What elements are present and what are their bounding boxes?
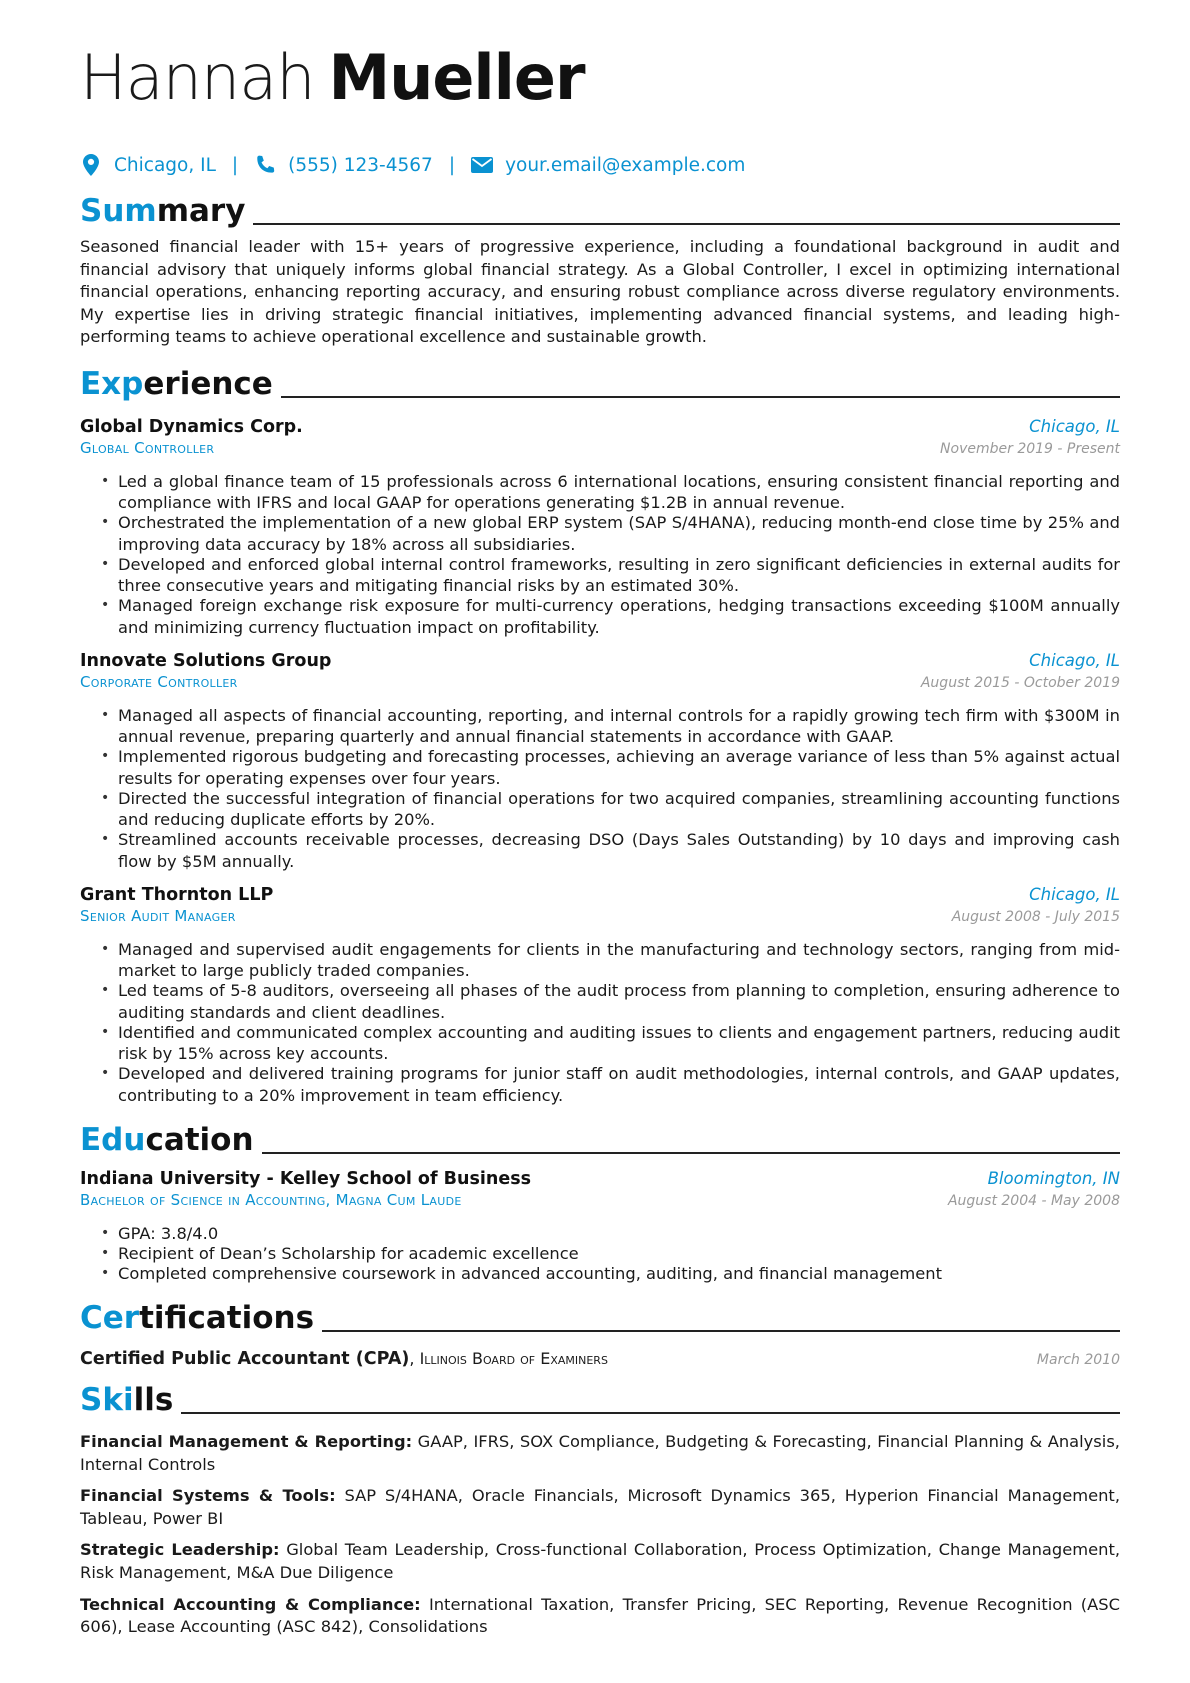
bullet-item: • GPA: 3.8/4.0 xyxy=(80,1223,1120,1245)
job-dates: August 2008 - July 2015 xyxy=(951,908,1120,925)
envelope-icon xyxy=(471,154,493,176)
degree: Bachelor of Science in Accounting, Magna Cum Laude xyxy=(80,1190,462,1209)
job-location: Chicago, IL xyxy=(1029,416,1120,436)
job-dates: November 2019 - Present xyxy=(940,440,1120,457)
last-name: Mueller xyxy=(328,41,585,114)
map-pin-icon xyxy=(80,154,102,176)
skill-category: Financial Systems & Tools: xyxy=(80,1486,336,1506)
skill-category: Strategic Leadership: xyxy=(80,1540,280,1560)
bullet-item: • Directed the successful integration of financial operations for two acquired companies, streamlining accounting functions and reducing duplicate efforts by 20%. xyxy=(80,788,1120,831)
certifications-section-header xyxy=(80,1297,1120,1337)
summary-title-accent: Sum xyxy=(80,193,157,229)
job-bullets xyxy=(80,939,1120,1107)
job-entry xyxy=(80,651,1120,873)
job-bullets xyxy=(80,471,1120,639)
contact-email[interactable] xyxy=(471,154,745,176)
experience-title-accent: Exp xyxy=(80,365,144,402)
education-dates: August 2004 - May 2008 xyxy=(947,1192,1120,1209)
bullet-item: • Identified and communicated complex accounting and auditing issues to clients and engagement partners, reducing audit risk by 15% across key accounts. xyxy=(80,1022,1120,1065)
skill-values: Global Team Leadership, Cross-functional Collaboration, Process Optimization, Change Management, Risk Management, M&A Due Diligence xyxy=(80,1540,1120,1582)
skill-values: SAP S/4HANA, Oracle Financials, Microsoft Dynamics 365, Hyperion Financial Management, Tableau, Power BI xyxy=(80,1486,1120,1528)
skill-category: Technical Accounting & Compliance: xyxy=(80,1594,421,1614)
section-divider xyxy=(262,1152,1120,1154)
skills-title-rest: lls xyxy=(133,1381,174,1418)
certifications-title-accent: Cer xyxy=(80,1299,140,1336)
bullet-item: • Managed all aspects of financial accounting, reporting, and internal controls for a rapidly growing tech firm with $300M in annual revenue, preparing quarterly and annual financial statements in accordance with GAAP. xyxy=(80,705,1120,748)
experience-title-rest: erience xyxy=(143,365,273,402)
location-text: Chicago, IL xyxy=(114,154,216,176)
skills-title xyxy=(80,1381,173,1419)
bullet-item: • Led teams of 5-8 auditors, overseeing all phases of the audit process from planning to completion, ensuring adherence to auditing standards and client deadlines. xyxy=(80,980,1120,1023)
job-company: Global Dynamics Corp. xyxy=(80,416,303,437)
bullet-item: • Managed foreign exchange risk exposure for multi-currency operations, hedging transactions exceeding $100M annually and minimizing currency fluctuation impact on profitability. xyxy=(80,595,1120,638)
bullet-item: • Orchestrated the implementation of a new global ERP system (SAP S/4HANA), reducing month-end close time by 25% and improving data accuracy by 18% across all subsidiaries. xyxy=(80,512,1120,555)
skill-values: International Taxation, Transfer Pricing, SEC Reporting, Revenue Recognition (ASC 606), Lease Accounting (ASC 842), Consolidations xyxy=(80,1594,1120,1637)
bullet-item: • Implemented rigorous budgeting and forecasting processes, achieving an average variance of less than 5% against actual results for operating expenses over four years. xyxy=(80,746,1120,789)
education-title-accent: Edu xyxy=(80,1121,146,1158)
phone-text[interactable]: (555) 123-4567 xyxy=(288,154,433,176)
candidate-name xyxy=(80,38,1120,118)
summary-title xyxy=(80,192,245,230)
summary-section-header xyxy=(80,190,1120,230)
skill-line xyxy=(80,1594,1120,1639)
job-entry xyxy=(80,417,1120,639)
bullet-item: • Led a global finance team of 15 professionals across 6 international locations, ensuring consistent financial reporting and compliance with IFRS and local GAAP for operations generating $1.2B in annual revenue. xyxy=(80,471,1120,514)
summary-text: Seasoned financial leader with 15+ years of progressive experience, including a foundational background in audit and financial advisory that uniquely informs global financial strategy. As a Global Controller, I excel in optimizing international financial operations, enhancing reporting accuracy, and ensuring robust compliance across diverse regulatory environments. My expertise lies in driving strategic financial initiatives, implementing advanced financial systems, and leading high-performing teams to achieve operational excellence and sustainable growth. xyxy=(80,237,1120,347)
resume-page xyxy=(80,38,1120,1639)
certification-date: March 2010 xyxy=(1036,1351,1120,1368)
certification-entry xyxy=(80,1349,1120,1369)
certifications-title xyxy=(80,1299,314,1337)
job-title: Global Controller xyxy=(80,438,215,457)
education-title xyxy=(80,1121,254,1159)
skill-values: GAAP, IFRS, SOX Compliance, Budgeting & Forecasting, Financial Planning & Analysis, Internal Controls xyxy=(80,1431,1120,1474)
certification-comma: , xyxy=(409,1348,415,1368)
education-entry xyxy=(80,1169,1120,1285)
certification-issuer: Illinois Board of Examiners xyxy=(419,1348,608,1368)
school-name: Indiana University - Kelley School of Business xyxy=(80,1168,532,1189)
email-link[interactable]: your.email@example.com xyxy=(505,154,746,176)
phone-icon xyxy=(254,154,276,176)
bullet-item: • Completed comprehensive coursework in advanced accounting, auditing, and financial management xyxy=(80,1263,1120,1285)
contact-bar xyxy=(80,150,1120,180)
education-section-header xyxy=(80,1119,1120,1159)
education-bullets xyxy=(80,1223,1120,1285)
job-title: Corporate Controller xyxy=(80,672,238,691)
section-divider xyxy=(181,1412,1120,1414)
bullet-item: • Streamlined accounts receivable processes, decreasing DSO (Days Sales Outstanding) by 10 days and improving cash flow by $5M annually. xyxy=(80,829,1120,872)
contact-separator: | xyxy=(231,154,239,176)
contact-phone[interactable] xyxy=(254,154,433,176)
skills-title-accent: Ski xyxy=(80,1381,134,1418)
section-divider xyxy=(281,396,1120,398)
job-entry xyxy=(80,885,1120,1107)
skill-line xyxy=(80,1539,1120,1584)
section-divider xyxy=(253,223,1120,225)
job-title: Senior Audit Manager xyxy=(80,906,236,925)
job-bullets xyxy=(80,705,1120,873)
summary-title-rest: mary xyxy=(156,193,246,229)
bullet-item: • Developed and delivered training programs for junior staff on audit methodologies, internal controls, and GAAP updates, contributing to a 20% improvement in team efficiency. xyxy=(80,1063,1120,1106)
job-location: Chicago, IL xyxy=(1029,650,1120,670)
bullet-item: • Recipient of Dean’s Scholarship for academic excellence xyxy=(80,1243,1120,1265)
section-divider xyxy=(322,1330,1120,1332)
school-location: Bloomington, IN xyxy=(987,1168,1120,1188)
first-name: Hannah xyxy=(80,41,315,114)
contact-separator: | xyxy=(448,154,456,176)
certification-text xyxy=(80,1349,608,1369)
job-company: Grant Thornton LLP xyxy=(80,884,274,905)
skill-category: Financial Management & Reporting: xyxy=(80,1431,413,1451)
skills-section-header xyxy=(80,1379,1120,1419)
experience-title xyxy=(80,365,273,403)
job-company: Innovate Solutions Group xyxy=(80,650,332,671)
bullet-item: • Developed and enforced global internal control frameworks, resulting in zero significant deficiencies in external audits for three consecutive years and mitigating financial risks by an estimated 30%. xyxy=(80,554,1120,597)
skill-line xyxy=(80,1431,1120,1476)
job-location: Chicago, IL xyxy=(1029,884,1120,904)
skill-line xyxy=(80,1485,1120,1530)
experience-section-header xyxy=(80,363,1120,403)
contact-location xyxy=(80,154,216,176)
job-dates: August 2015 - October 2019 xyxy=(920,674,1120,691)
certification-name: Certified Public Accountant (CPA) xyxy=(80,1348,410,1369)
certifications-title-rest: tifications xyxy=(139,1299,315,1336)
education-title-rest: cation xyxy=(145,1121,254,1158)
bullet-item: • Managed and supervised audit engagements for clients in the manufacturing and technology sectors, ranging from mid-market to large publicly traded companies. xyxy=(80,939,1120,982)
